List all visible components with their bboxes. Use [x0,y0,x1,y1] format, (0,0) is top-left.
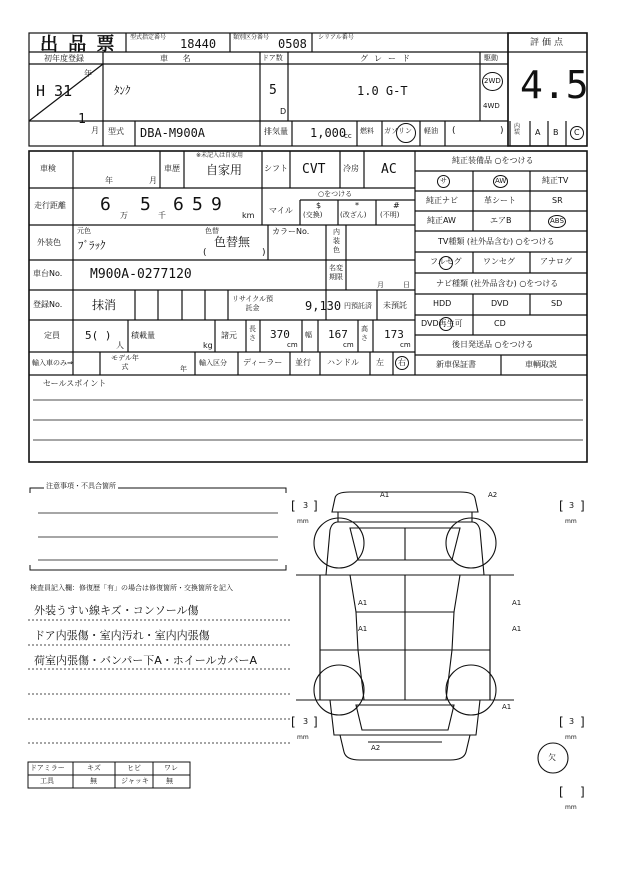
interior-c-circled: C [570,126,584,140]
mileage-digit-2: 5 [140,194,151,215]
shipping-warranty: 新車保証書 [436,360,476,369]
exchange-label: (交換) [303,211,323,219]
diagram-a2-rear-bumper: A2 [371,744,381,752]
history-value: 自家用 [206,163,243,177]
capacity-label: 定員 [44,331,60,340]
reg-no-label: 登録No. [33,300,63,309]
height-label: 高さ [361,325,368,342]
notes-label: 注意事項・不具合箇所 [46,482,116,490]
diagram-a1-right-door-rear: A1 [512,625,522,633]
interior-label: 内装 [514,123,521,136]
inspection-label: 車検 [40,164,56,173]
exterior-color-value: ﾌﾞﾗｯｸ [78,239,106,252]
spare-unit: mm [565,804,577,811]
eq-door-mirror: ドアミラー [30,764,65,772]
length-unit: cm [287,341,298,349]
equip-abs-circled: ABS [548,215,566,228]
model-year-label: モデル年式 [111,354,139,371]
car-name-label: 車 名 [160,54,197,63]
interior-a: A [535,128,541,137]
tread-fl-bracket-r: ] [313,499,318,513]
reg-no-value: 抹消 [92,298,117,312]
navi-sd: SD [551,299,563,308]
shipping-manual: 車輌取説 [525,360,557,369]
drive-4wd: 4WD [483,102,500,110]
fuel-gasoline: ガソリン [384,127,412,135]
import-type-label: 輸入区分 [199,359,227,367]
name-change-label: 名変期限 [329,264,343,281]
eq-tools: 工具 [40,777,54,785]
model-year-unit: 年 [180,365,187,373]
tampered-label: (改ざん) [340,211,367,219]
history-label: 車歴 [164,164,180,173]
tread-rl-value: 3 [303,717,309,726]
capacity-value: 5( ) [85,329,112,342]
width-unit: cm [343,341,354,349]
fuel-diesel: 軽油 [424,127,438,135]
height-unit: cm [400,341,411,349]
mile-label: マイル [269,206,293,215]
repaint-label: 色替 [205,227,219,235]
form-title: 出 品 票 [40,34,117,55]
length-value: 370 [270,328,290,341]
name-change-day: 日 [403,281,410,289]
tread-fl-bracket-l: [ [291,499,296,513]
unknown-symbol: # [393,201,400,210]
note-item-1: 外装うすい線キズ・コンソール傷 [34,604,199,617]
handle-label: ハンドル [327,358,359,367]
category-no-label: 類別区分番号 [233,34,270,41]
mileage-sen-label: 千 [158,211,166,220]
import-dealer: ディーラー [243,358,283,367]
tread-rl-bracket-l: [ [291,715,296,729]
diesel-paren-right: ) [500,126,504,136]
navi-dvd-playback: DVD再生可 [421,319,463,328]
height-value: 173 [384,328,404,341]
equip-aw-circled: AW [493,175,508,188]
exterior-color-label: 外装色 [37,238,61,247]
mileage-digit-4: 5 [192,194,203,215]
first-reg-year-label: 年 [84,69,92,78]
displacement-label: 排気量 [264,127,288,136]
spare-bracket-l: [ [559,785,564,799]
first-reg-month: 1 [78,112,86,127]
capacity-unit: 人 [116,341,124,350]
navi-cd: CD [494,319,506,328]
recycle-pending: 未預託 [383,301,407,310]
tread-rr-bracket-l: [ [559,715,564,729]
width-label: 幅 [305,331,312,339]
equip-leather-seat: 革シート [484,196,516,205]
handle-right-circled: 右 [395,356,409,370]
eq-tools-value: 無 [90,777,97,785]
tread-fl-value: 3 [303,501,309,510]
load-label: 積載量 [131,331,155,340]
diagram-a2-front-right: A2 [488,491,498,499]
type-no-label: 型式指定番号 [130,34,167,41]
width-value: 167 [328,328,348,341]
repaint-paren-left: ( [203,248,207,258]
handle-left: 左 [376,358,384,367]
shift-label: シフト [264,164,288,173]
model-label: 型式 [108,127,124,136]
diesel-paren-left: ( [452,126,456,136]
import-parallel: 並行 [295,358,311,367]
exchange-symbol: $ [316,201,322,210]
diagram-a1-left-door-rear: A1 [358,625,368,633]
chassis-value: M900A-0277120 [90,267,192,282]
doors-label: ドア数 [262,54,283,62]
note-item-2: ドア内張傷・室内汚れ・室内内張傷 [34,629,210,642]
load-unit: kg [203,341,213,350]
category-no-value: 0508 [278,37,307,51]
sales-points-label: セールスポイント [43,379,107,388]
genuine-equipment-header: 純正装備品 ○をつける [452,156,534,165]
equip-genuine-tv: 純正TV [542,176,569,185]
note-item-3: 荷室内張傷・バンパー下A・ホイールカバーA [34,654,258,667]
navi-type-header: ナビ種類 (社外品含む) ○をつける [436,279,559,288]
displacement-value: 1,000 [310,126,347,140]
eq-scratch: キズ [87,764,101,772]
interior-b: B [553,128,559,137]
recycle-deposited: 円預託済 [344,302,372,310]
tv-analog: アナログ [540,257,572,266]
navi-hdd: HDD [433,299,452,308]
first-reg-month-label: 月 [91,126,99,135]
eq-jack: ジャッキ [121,777,149,785]
tread-fr-unit: mm [565,518,577,525]
tread-rl-bracket-r: ] [313,715,318,729]
tread-fr-bracket-r: ] [580,499,585,513]
tread-fr-bracket-l: [ [559,499,564,513]
cooler-label: 冷房 [343,164,359,173]
spare-bracket-r: ] [580,785,585,799]
mileage-digit-1: 6 [100,194,111,215]
displacement-unit: cc [344,132,352,140]
type-no-value: 18440 [180,37,217,51]
tv-full-seg-circle [439,256,453,270]
diagram-a1-rear-wheel: A1 [502,703,512,711]
eq-crack: ヒビ [127,764,141,772]
first-reg-era: H 31 [36,82,73,100]
recycle-value: 9,130 [305,299,342,313]
diagram-missing-mark: 欠 [548,753,556,762]
inspection-month-label: 月 [149,176,157,185]
tread-rr-bracket-r: ] [580,715,585,729]
score-label: 評価点 [530,38,567,48]
tampered-symbol: * [355,201,359,210]
grade-label: グレード [360,54,416,63]
cooler-value: AC [381,162,397,177]
mileage-digit-5: 9 [211,194,222,215]
score-value: 4.5 [520,63,589,107]
tread-rl-unit: mm [297,734,309,741]
shift-value: CVT [302,162,326,177]
tv-type-header: TV種類 (社外品含む) ○をつける [438,237,555,246]
equip-sunroof-circled: サ [437,175,450,188]
equip-genuine-aw: 純正AW [427,216,456,225]
tread-rr-value: 3 [569,717,575,726]
original-color-label: 元色 [77,227,91,235]
inspector-note: 検査員記入欄：修復歴「有」の場合は修復箇所・交換箇所を記入 [30,584,233,592]
fuel-selected-circle [396,123,416,143]
model-value: DBA-M900A [140,126,206,140]
equip-genuine-navi: 純正ナビ [426,196,458,205]
doors-value: 5 [269,83,277,98]
tread-fr-value: 3 [569,501,575,510]
dimensions-label: 諸元 [221,331,237,340]
tread-fl-unit: mm [297,518,309,525]
drive-label: 駆動 [484,54,498,62]
first-reg-label: 初年度登録 [44,54,84,63]
chassis-label: 車台No. [33,269,63,278]
inspection-year-label: 年 [105,176,113,185]
mileage-man-label: 万 [120,211,128,220]
history-note: ※未記入は自家用 [196,152,244,159]
eq-break: ワレ [164,764,178,772]
repaint-value: 色替無 [214,235,251,249]
mileage-km-unit: km [242,211,255,220]
fuel-label: 燃料 [360,127,374,135]
equip-sr: SR [552,196,563,205]
drive-2wd-circled: 2WD [482,72,503,91]
import-only-label: 輸入車のみ⇒ [32,359,73,367]
navi-dvd-playback-circle [439,317,453,331]
diagram-a1-right-door-front: A1 [512,599,522,607]
car-name: ﾀﾝｸ [114,84,131,97]
name-change-month: 月 [377,281,384,289]
grade-value: 1.0 G-T [357,84,408,98]
shipping-header: 後日発送品 ○をつける [452,340,534,349]
tread-rr-unit: mm [565,734,577,741]
mileage-digit-3: 6 [173,194,184,215]
interior-color-label: 内装色 [333,228,340,254]
repaint-paren-right: ) [262,248,266,258]
serial-label: シリアル番号 [318,34,354,41]
doors-suffix: D [280,107,287,116]
equip-airbag: エアB [490,216,512,225]
tv-one-seg: ワンセグ [483,257,515,266]
recycle-label: リサイクル預託金 [231,295,274,312]
unknown-label: (不明) [380,211,400,219]
mileage-circle-note: ○をつける [318,190,353,198]
diagram-a1-left-door-front: A1 [358,599,368,607]
tv-full-seg: フルセグ [430,257,462,266]
eq-jack-value: 無 [166,777,173,785]
color-no-label: カラーNo. [272,227,310,236]
mileage-label: 走行距離 [34,201,66,210]
diagram-a1-front-left: A1 [380,491,390,499]
length-label: 長さ [249,325,256,342]
navi-dvd: DVD [491,299,509,308]
